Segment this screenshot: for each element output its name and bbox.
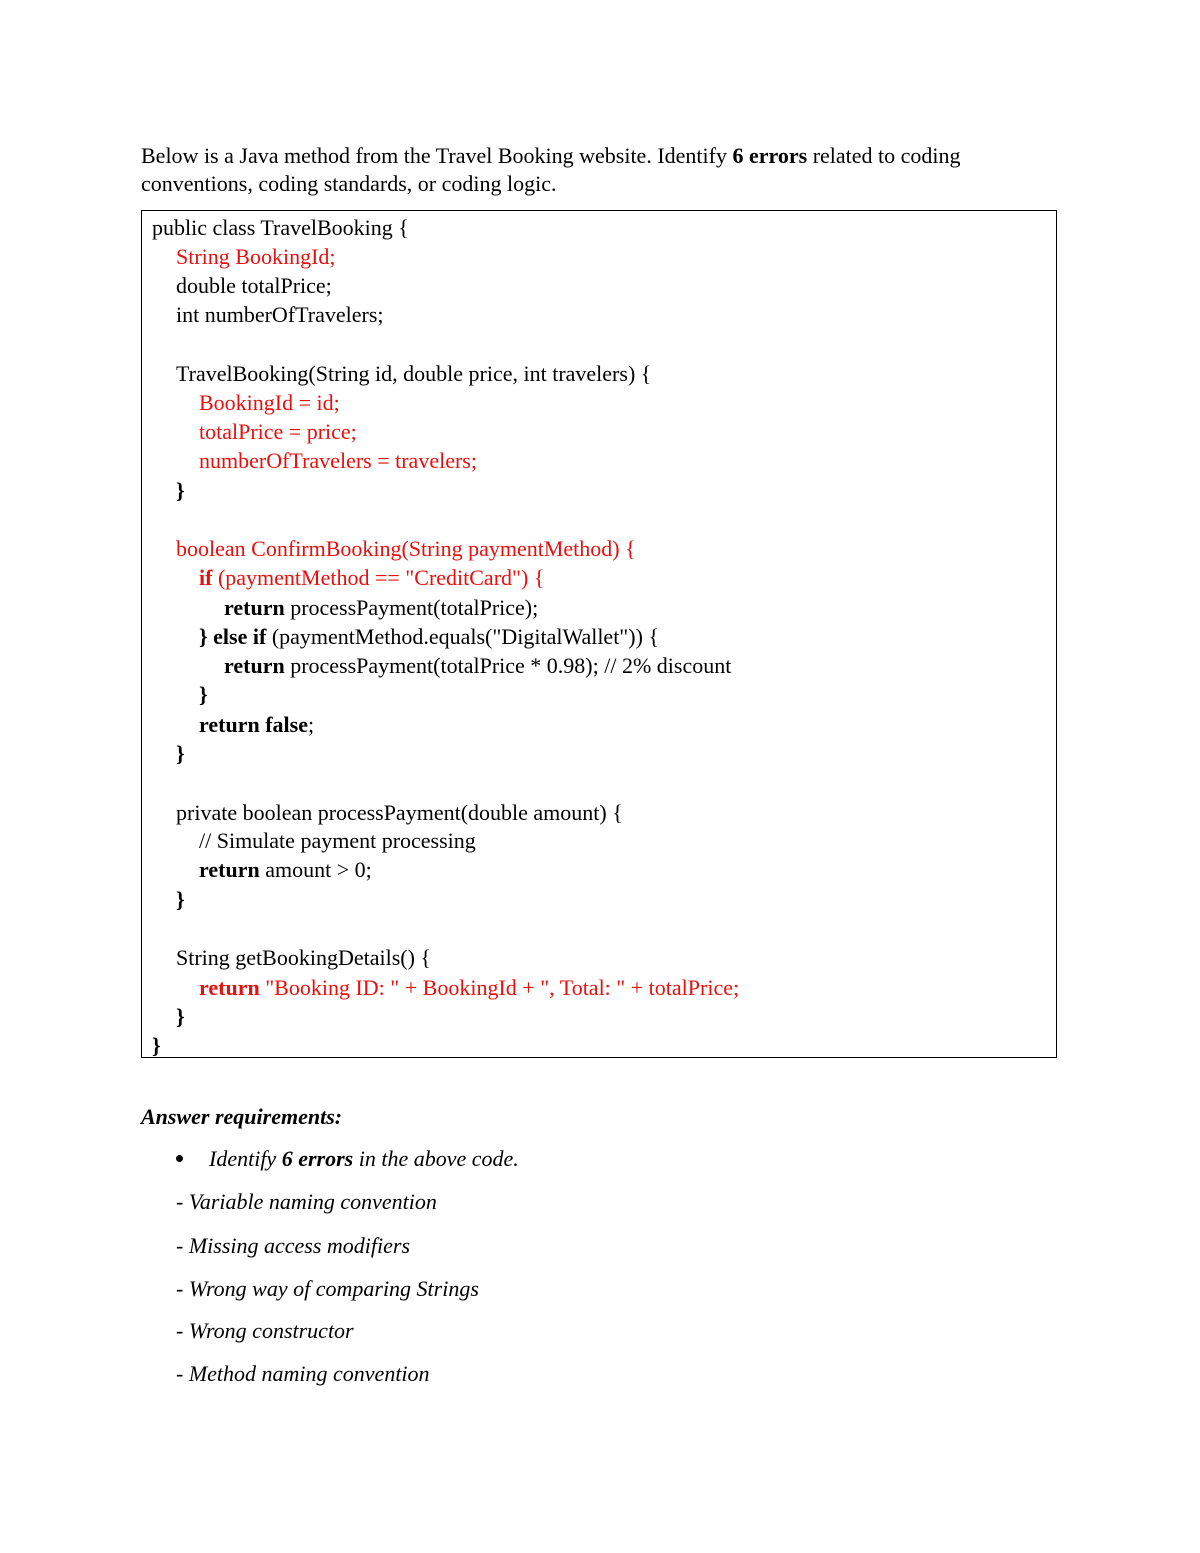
code-line: int numberOfTravelers;: [176, 302, 384, 327]
answer-bullet: [176, 1146, 519, 1172]
keyword: return: [199, 975, 260, 1000]
code-line-error: numberOfTravelers = travelers;: [199, 448, 477, 473]
code-line-error: String BookingId;: [176, 244, 336, 269]
code-text: processPayment(totalPrice * 0.98); // 2% discount: [284, 653, 732, 678]
code-text: ;: [307, 712, 315, 737]
keyword: return: [199, 857, 260, 882]
code-line: }: [152, 1033, 161, 1058]
code-text: (paymentMethod.equals("DigitalWallet")) {: [266, 624, 660, 649]
code-line: [224, 652, 731, 680]
code-line: [199, 711, 314, 739]
keyword: } else if: [199, 624, 267, 649]
code-text: amount > 0;: [259, 857, 372, 882]
intro-paragraph: [141, 142, 1041, 198]
bullet-dot-icon: [176, 1155, 183, 1162]
code-line-error: boolean ConfirmBooking(String paymentMethod) {: [176, 536, 636, 561]
code-line: TravelBooking(String id, double price, int travelers) {: [176, 361, 652, 386]
code-line-error: [199, 974, 739, 1002]
bullet-bold: 6 errors: [281, 1146, 354, 1171]
code-line: public class TravelBooking {: [152, 215, 409, 240]
keyword: return: [224, 653, 285, 678]
code-line: }: [176, 1004, 185, 1029]
keyword: return: [224, 595, 285, 620]
answer-title: Answer requirements:: [141, 1104, 343, 1129]
code-line-error: totalPrice = price;: [199, 419, 357, 444]
code-box: [141, 210, 1057, 1058]
code-line: [199, 623, 659, 651]
code-line: }: [176, 478, 185, 503]
code-text: (paymentMethod == "CreditCard") {: [212, 565, 545, 590]
code-line: double totalPrice;: [176, 273, 332, 298]
intro-suffix: related to coding conventions, coding standards, or coding logic.: [141, 143, 961, 196]
answer-bullet-text: [209, 1146, 519, 1171]
answer-item: - Variable naming convention: [176, 1189, 437, 1214]
code-line: [224, 594, 538, 622]
intro-prefix: Below is a Java method from the Travel Booking website. Identify: [141, 143, 733, 168]
code-line: }: [176, 741, 185, 766]
code-line-error: BookingId = id;: [199, 390, 340, 415]
code-text: "Booking ID: " + BookingId + ", Total: " + totalPrice;: [259, 975, 740, 1000]
code-line: [199, 856, 372, 884]
code-line: // Simulate payment processing: [199, 828, 476, 853]
code-line: private boolean processPayment(double amount) {: [176, 800, 623, 825]
code-line: }: [176, 887, 185, 912]
code-line: }: [199, 682, 208, 707]
intro-bold: 6 errors: [732, 143, 808, 168]
answer-item: - Wrong constructor: [176, 1318, 354, 1343]
answer-item: - Missing access modifiers: [176, 1233, 411, 1258]
answer-item: - Method naming convention: [176, 1361, 430, 1386]
answer-item: - Wrong way of comparing Strings: [176, 1276, 479, 1301]
code-line-error: [199, 564, 544, 592]
code-text: processPayment(totalPrice);: [284, 595, 539, 620]
code-line: String getBookingDetails() {: [176, 945, 431, 970]
keyword: return false: [199, 712, 308, 737]
bullet-prefix: Identify: [209, 1146, 282, 1171]
keyword: if: [199, 565, 213, 590]
bullet-suffix: in the above code.: [353, 1146, 519, 1171]
